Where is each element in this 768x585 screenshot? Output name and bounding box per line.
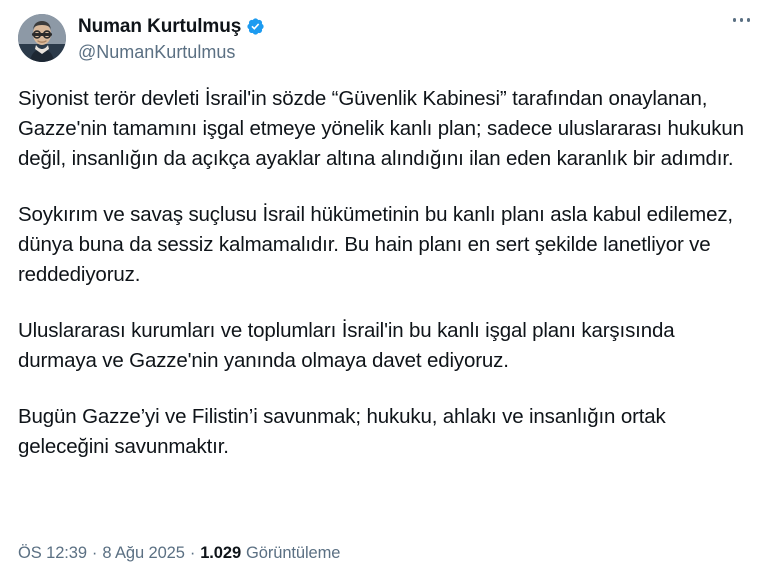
author-identity xyxy=(78,14,708,63)
author-display-name[interactable]: Numan Kurtulmuş xyxy=(78,16,242,37)
views-label: Görüntüleme xyxy=(246,544,341,562)
metadata-separator: · xyxy=(91,544,98,562)
author-name-row xyxy=(78,15,708,39)
metadata-separator: · xyxy=(189,544,196,562)
views-count: 1.029 xyxy=(200,544,242,562)
tweet-paragraph: Bugün Gazze’yi ve Filistin’i savunmak; hukuku, ahlakı ve insanlığın ortak geleceğini savunmaktır. xyxy=(18,405,666,458)
tweet-header xyxy=(18,14,750,70)
tweet-paragraph: Siyonist terör devleti İsrail'in sözde “Güvenlik Kabinesi” tarafından onaylanan, Gazze'nin tamamını işgal etmeye yönelik kanlı plan; sadece uluslararası hukukun değil, insanlığın da açıkça ayaklar altına alındığını ilan eden karanlık bir adımdır. xyxy=(18,87,744,170)
author-handle[interactable]: @NumanKurtulmus xyxy=(78,41,236,62)
more-horizontal-icon xyxy=(733,18,751,22)
timestamp-time: ÖS 12:39 xyxy=(18,544,87,562)
avatar[interactable] xyxy=(18,14,66,62)
tweet-text xyxy=(18,84,750,462)
more-options-button[interactable] xyxy=(720,14,750,44)
tweet-metadata xyxy=(18,544,750,563)
timestamp-date: 8 Ağu 2025 xyxy=(102,544,185,562)
tweet-paragraph: Soykırım ve savaş suçlusu İsrail hükümetinin bu kanlı planı asla kabul edilemez, dünya buna da sessiz kalmamalıdır. Bu hain planı en sert şekilde lanetliyor ve reddediyoruz. xyxy=(18,203,733,286)
tweet-paragraph: Uluslararası kurumları ve toplumları İsrail'in bu kanlı işgal planı karşısında durmaya ve Gazze'nin yanında olmaya davet ediyoruz. xyxy=(18,319,675,372)
verified-badge-icon xyxy=(246,17,265,36)
